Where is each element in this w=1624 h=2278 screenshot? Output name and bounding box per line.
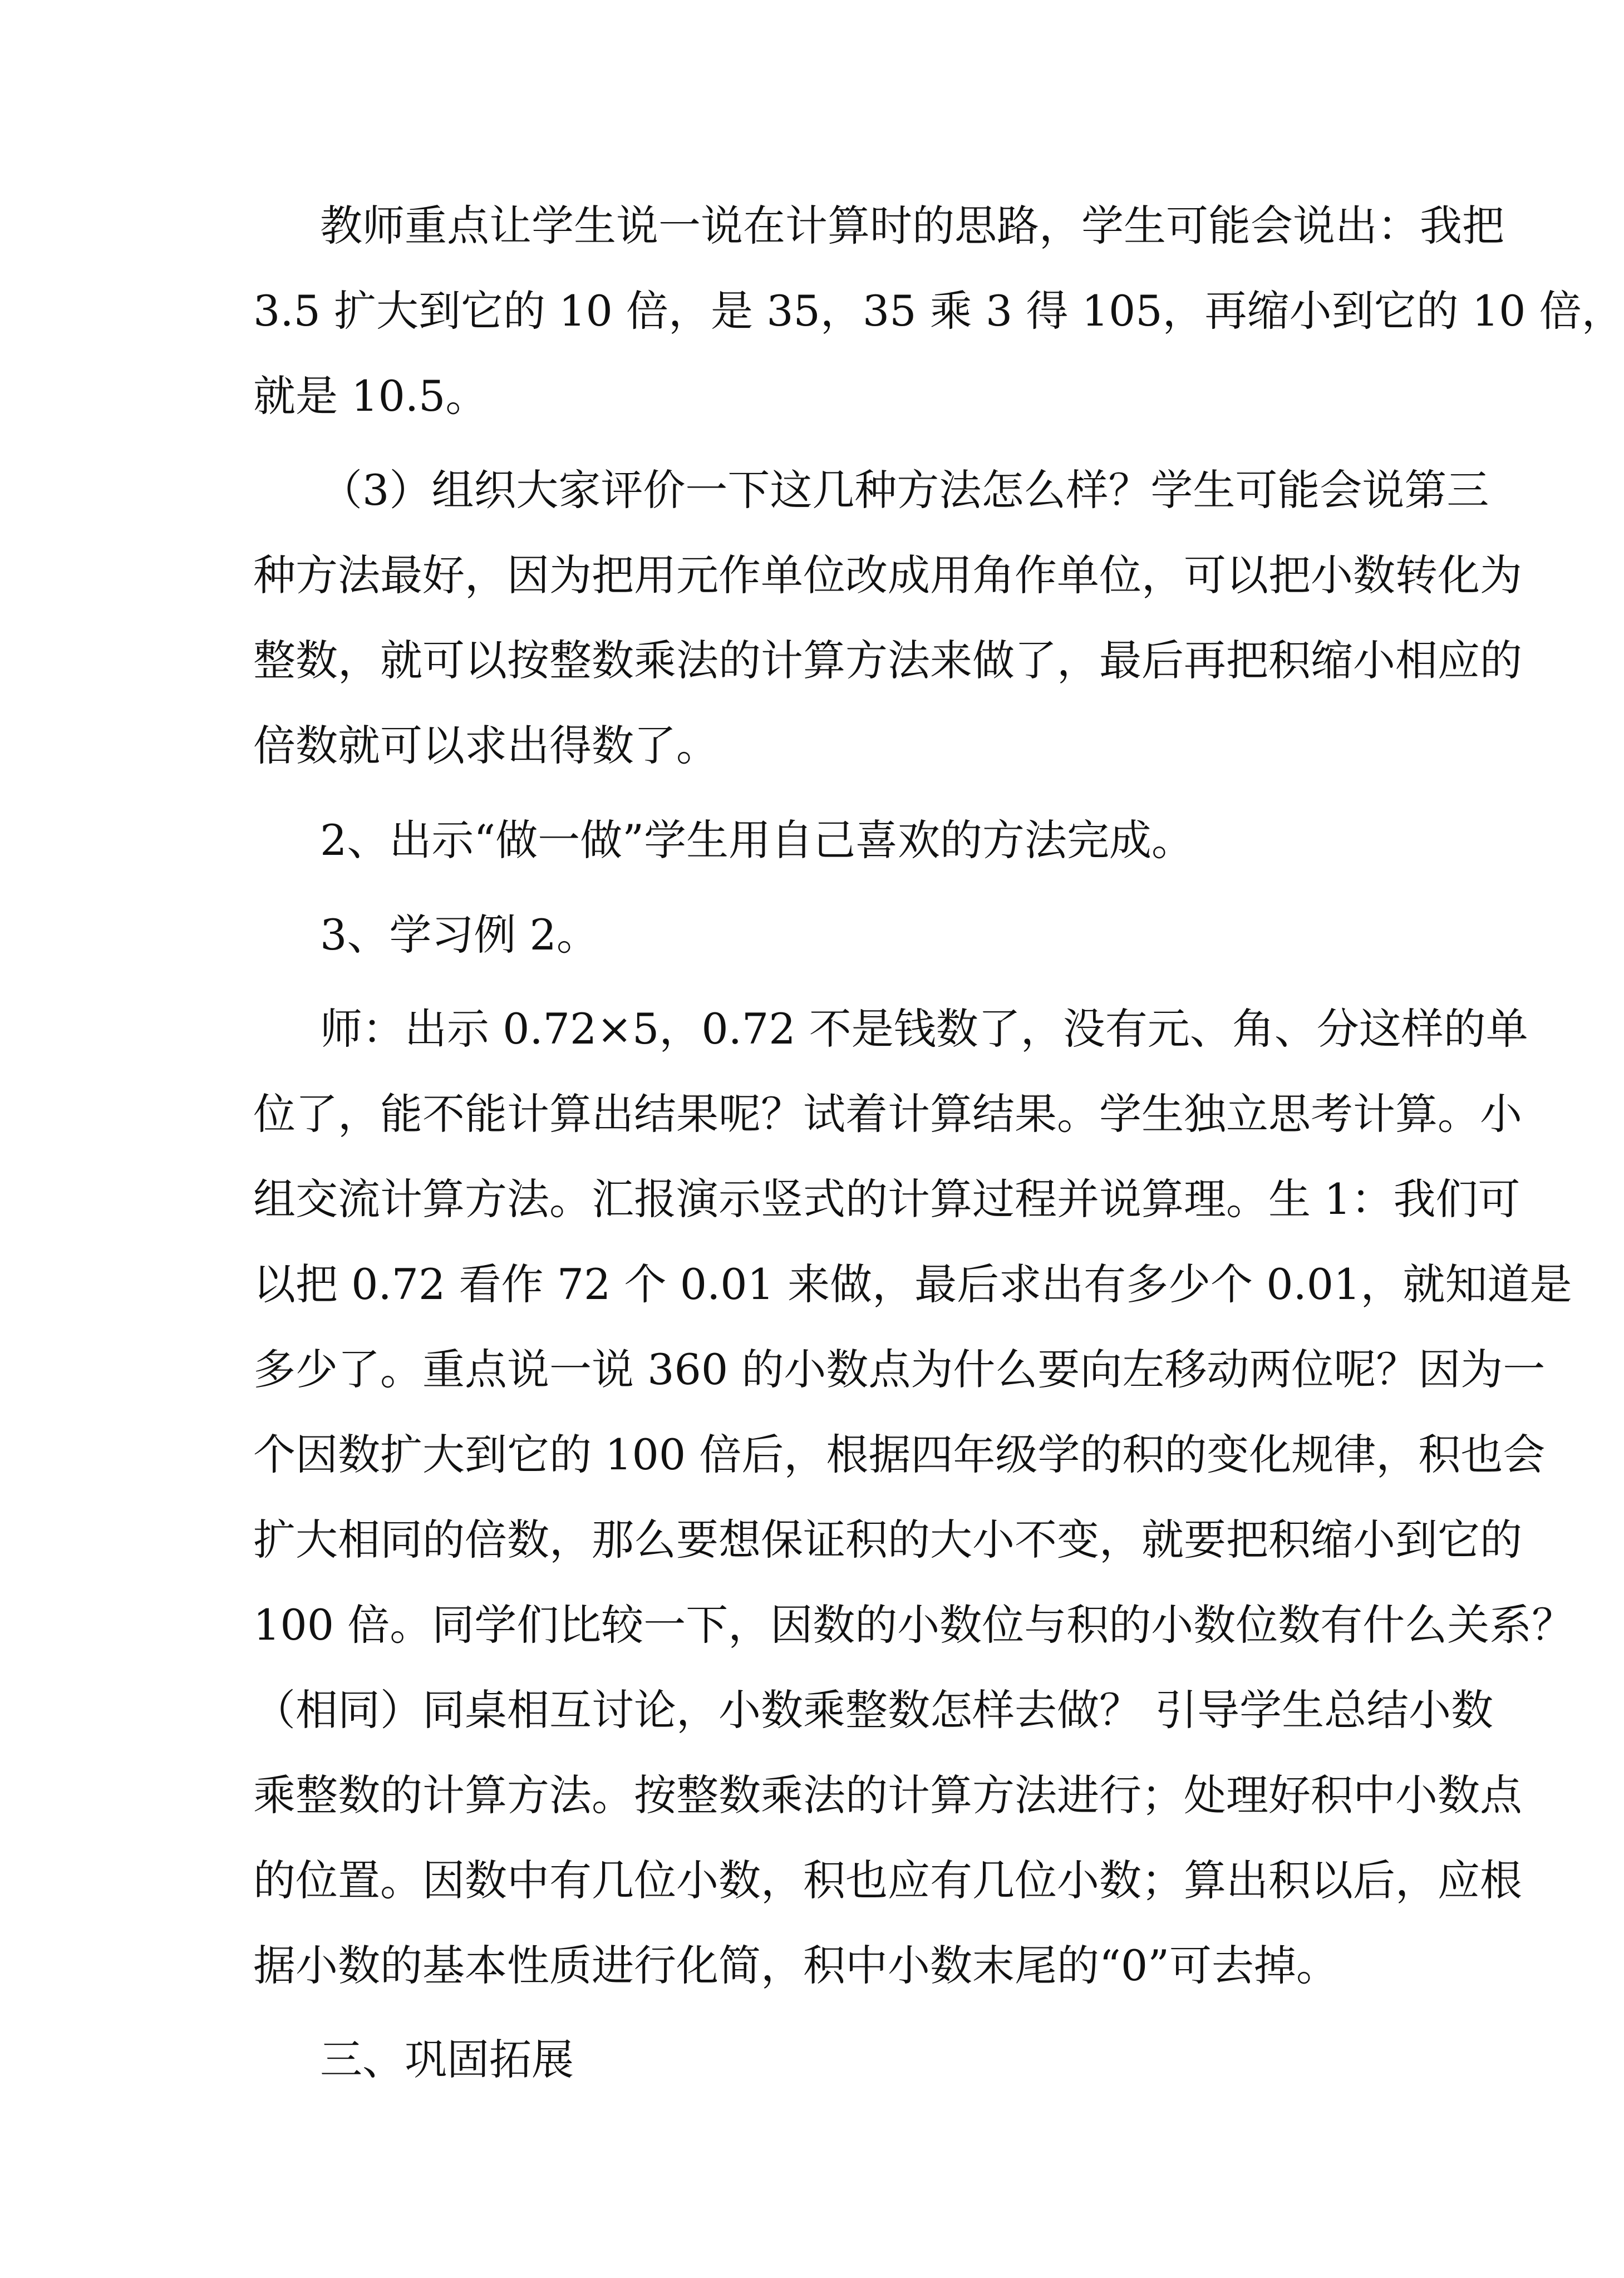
paragraph-line: 以把 0.72 看作 72 个 0.01 来做，最后求出有多少个 0.01，就知道是 bbox=[253, 1259, 1572, 1309]
paragraph-line: 的位置。因数中有几位小数，积也应有几位小数；算出积以后，应根 bbox=[253, 1856, 1522, 1905]
paragraph-line: 扩大相同的倍数，那么要想保证积的大小不变，就要把积缩小到它的 bbox=[253, 1515, 1522, 1564]
paragraph-line: （3）组织大家评价一下这几种方法怎么样？学生可能会说第三 bbox=[320, 465, 1489, 515]
paragraph-line: （相同）同桌相互讨论，小数乘整数怎样去做？ 引导学生总结小数 bbox=[253, 1685, 1494, 1735]
section-heading: 三、巩固拓展 bbox=[320, 2035, 574, 2084]
paragraph-line: 3、学习例 2。 bbox=[320, 910, 599, 960]
paragraph-line: 种方法最好，因为把用元作单位改成用角作单位，可以把小数转化为 bbox=[253, 550, 1522, 600]
paragraph-line: 倍数就可以求出得数了。 bbox=[253, 721, 719, 770]
paragraph-line: 教师重点让学生说一说在计算时的思路，学生可能会说出：我把 bbox=[320, 201, 1504, 250]
paragraph-line: 师：出示 0.72×5，0.72 不是钱数了，没有元、角、分这样的单 bbox=[320, 1004, 1528, 1054]
paragraph-line: 据小数的基本性质进行化简，积中小数末尾的“0”可去掉。 bbox=[253, 1941, 1339, 1990]
paragraph-line: 乘整数的计算方法。按整数乘法的计算方法进行；处理好积中小数点 bbox=[253, 1770, 1522, 1820]
paragraph-line: 位了，能不能计算出结果呢？试着计算结果。学生独立思考计算。小 bbox=[253, 1089, 1522, 1139]
paragraph-line: 就是 10.5。 bbox=[253, 371, 488, 421]
paragraph-line: 个因数扩大到它的 100 倍后，根据四年级学的积的变化规律，积也会 bbox=[253, 1430, 1546, 1479]
paragraph-line: 组交流计算方法。汇报演示竖式的计算过程并说算理。生 1：我们可 bbox=[253, 1174, 1520, 1224]
paragraph-line: 2、出示“做一做”学生用自己喜欢的方法完成。 bbox=[320, 815, 1194, 865]
paragraph-line: 多少了。重点说一说 360 的小数点为什么要向左移动两位呢？因为一 bbox=[253, 1345, 1546, 1394]
paragraph-line: 100 倍。同学们比较一下，因数的小数位与积的小数位数有什么关系？ bbox=[253, 1600, 1574, 1650]
paragraph-line: 整数，就可以按整数乘法的计算方法来做了，最后再把积缩小相应的 bbox=[253, 636, 1522, 685]
paragraph-line: 3.5 扩大到它的 10 倍，是 35，35 乘 3 得 105，再缩小到它的 10 倍， bbox=[253, 286, 1624, 336]
